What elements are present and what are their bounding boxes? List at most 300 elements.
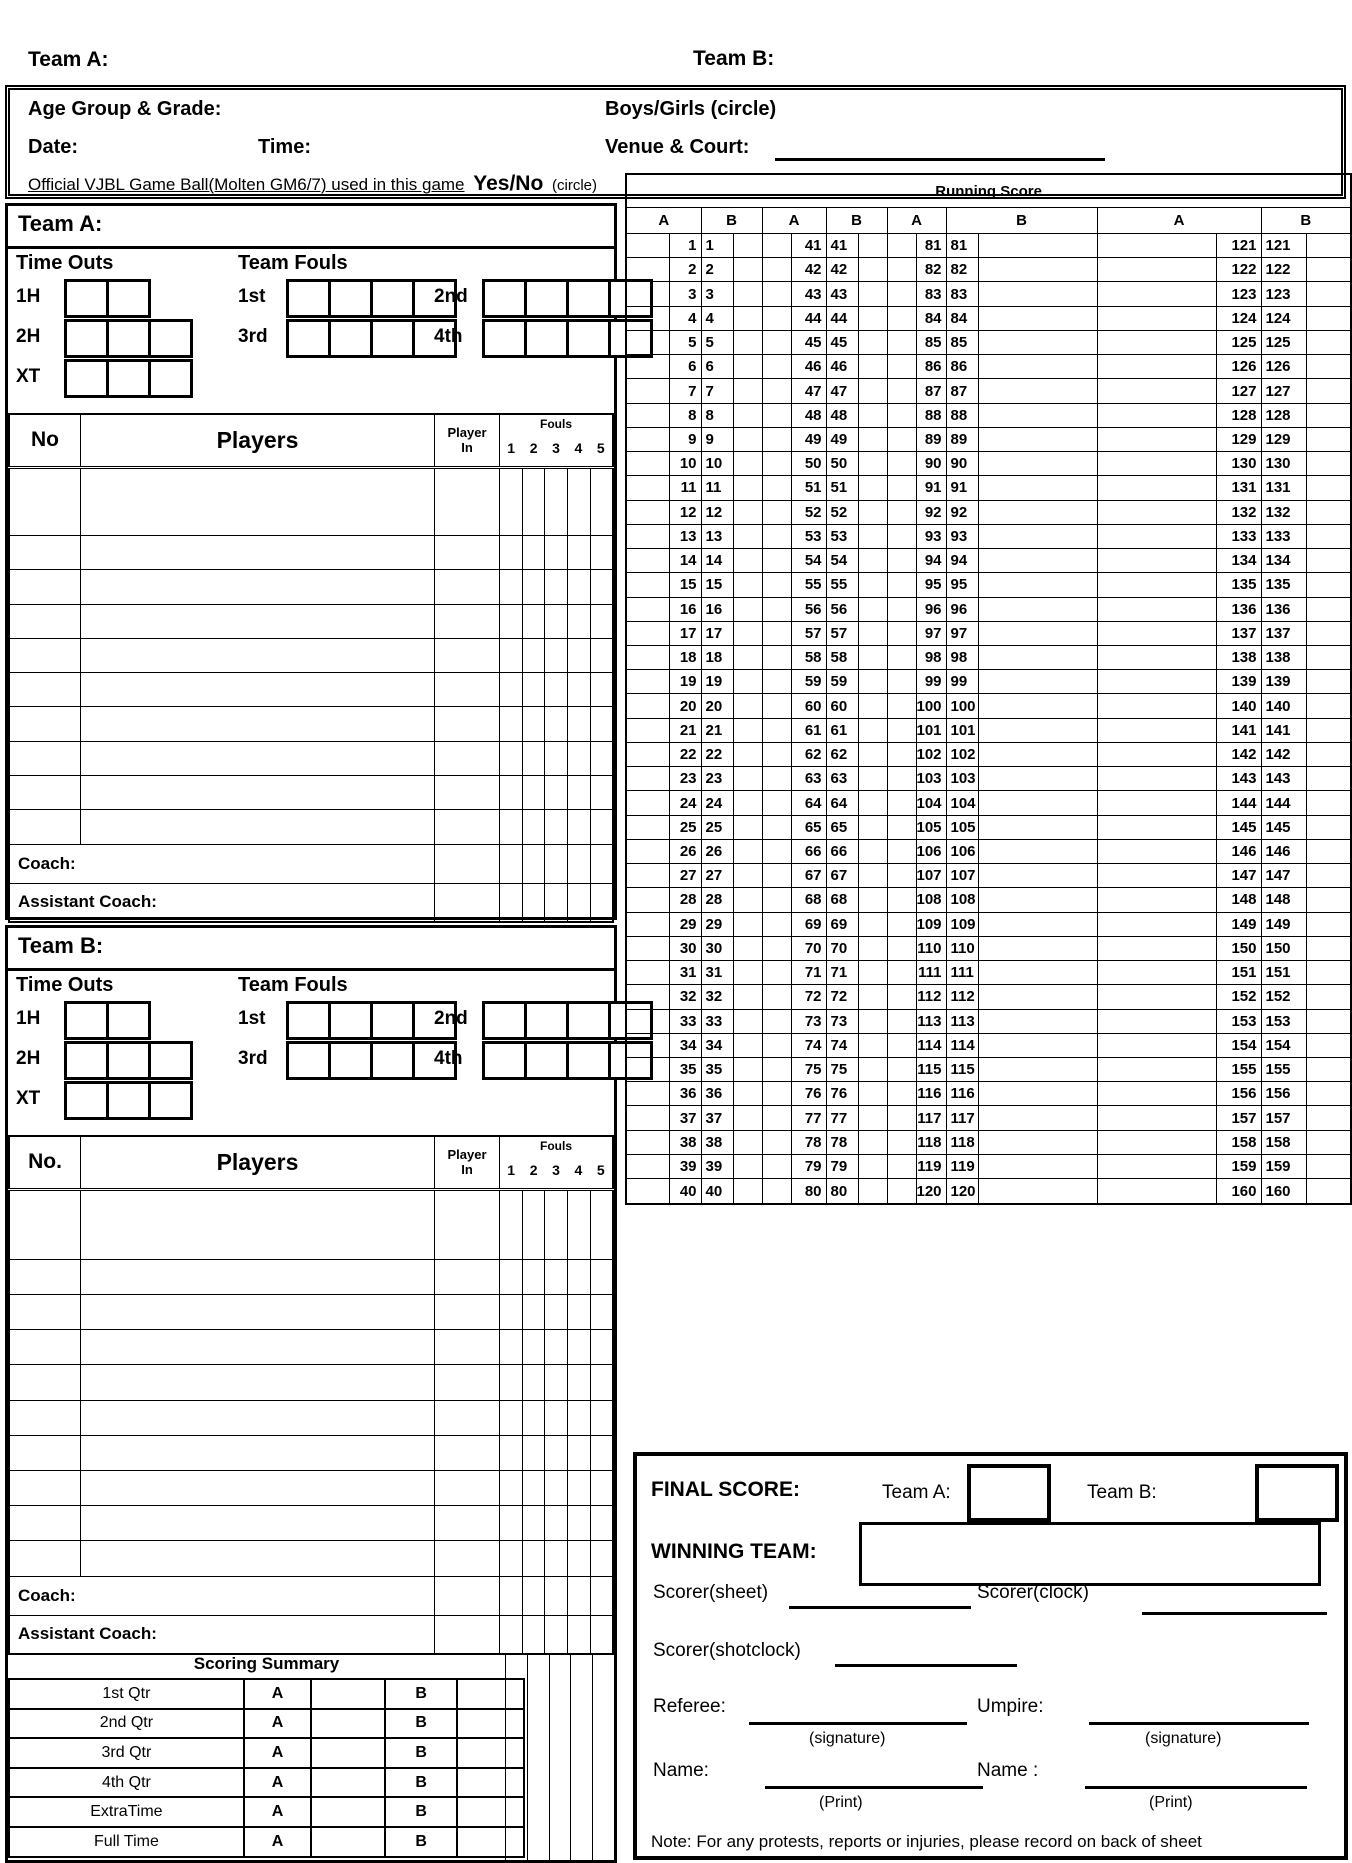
score-write-cell-b[interactable] [733, 961, 762, 985]
foul-cell[interactable] [500, 1400, 523, 1435]
foul-cell[interactable] [568, 1541, 591, 1576]
summary-score-b-cell[interactable] [457, 1797, 524, 1827]
score-write-cell-b[interactable] [858, 549, 887, 573]
tally-box[interactable] [482, 1001, 527, 1040]
score-write-cell-a[interactable] [1097, 476, 1216, 500]
score-write-cell-a[interactable] [626, 864, 669, 888]
score-write-cell-a[interactable] [887, 524, 916, 548]
score-write-cell-b[interactable] [858, 524, 887, 548]
score-write-cell-a[interactable] [887, 985, 916, 1009]
player-in-cell[interactable] [435, 638, 500, 672]
score-write-cell-b[interactable] [733, 573, 762, 597]
foul-cell[interactable] [568, 883, 591, 922]
score-write-cell-a[interactable] [887, 791, 916, 815]
player-in-cell[interactable] [435, 570, 500, 604]
score-write-cell-a[interactable] [626, 500, 669, 524]
score-write-cell-a[interactable] [762, 621, 791, 645]
score-write-cell-a[interactable] [626, 694, 669, 718]
score-write-cell-b[interactable] [858, 1154, 887, 1178]
foul-cell[interactable] [500, 467, 523, 536]
summary-score-a-cell[interactable] [311, 1709, 385, 1739]
tally-box[interactable] [370, 319, 415, 358]
score-write-cell-a[interactable] [762, 1154, 791, 1178]
foul-cell[interactable] [522, 638, 545, 672]
score-write-cell-a[interactable] [887, 936, 916, 960]
tally-box[interactable] [286, 279, 331, 318]
player-name-cell[interactable] [81, 1470, 435, 1505]
foul-cell[interactable] [522, 707, 545, 741]
tally-box[interactable] [328, 319, 373, 358]
foul-cell[interactable] [500, 536, 523, 570]
player-name-cell[interactable] [81, 1400, 435, 1435]
score-write-cell-a[interactable] [1097, 282, 1216, 306]
score-write-cell-a[interactable] [762, 330, 791, 354]
tally-box[interactable] [482, 319, 527, 358]
score-write-cell-a[interactable] [1097, 234, 1216, 258]
foul-cell[interactable] [522, 1541, 545, 1576]
score-write-cell-a[interactable] [626, 549, 669, 573]
score-write-cell-a[interactable] [887, 306, 916, 330]
score-write-cell-a[interactable] [626, 888, 669, 912]
foul-cell[interactable] [568, 673, 591, 707]
score-write-cell-a[interactable] [626, 1057, 669, 1081]
foul-cell[interactable] [568, 1295, 591, 1330]
score-write-cell-b[interactable] [1306, 621, 1351, 645]
score-write-cell-a[interactable] [1097, 1179, 1216, 1204]
score-write-cell-b[interactable] [1306, 791, 1351, 815]
tally-box[interactable] [482, 279, 527, 318]
score-write-cell-a[interactable] [887, 670, 916, 694]
score-write-cell-b[interactable] [858, 1082, 887, 1106]
score-write-cell-b[interactable] [1306, 645, 1351, 669]
score-write-cell-b[interactable] [858, 645, 887, 669]
foul-cell[interactable] [522, 604, 545, 638]
foul-cell[interactable] [522, 1400, 545, 1435]
scorer-clock-input-line[interactable] [1142, 1588, 1327, 1615]
score-write-cell-b[interactable] [978, 1154, 1097, 1178]
foul-cell[interactable] [568, 1576, 591, 1615]
score-write-cell-a[interactable] [762, 985, 791, 1009]
score-write-cell-a[interactable] [626, 718, 669, 742]
score-write-cell-b[interactable] [858, 355, 887, 379]
score-write-cell-b[interactable] [978, 670, 1097, 694]
score-write-cell-a[interactable] [762, 476, 791, 500]
foul-cell[interactable] [590, 604, 613, 638]
score-write-cell-a[interactable] [762, 379, 791, 403]
player-in-cell[interactable] [435, 1400, 500, 1435]
foul-cell[interactable] [568, 1615, 591, 1654]
score-write-cell-a[interactable] [762, 258, 791, 282]
score-write-cell-a[interactable] [626, 476, 669, 500]
player-name-cell[interactable] [81, 707, 435, 741]
foul-cell[interactable] [590, 1330, 613, 1365]
tally-box[interactable] [524, 319, 569, 358]
foul-cell[interactable] [568, 1506, 591, 1541]
score-write-cell-b[interactable] [978, 306, 1097, 330]
player-in-cell[interactable] [435, 1541, 500, 1576]
score-write-cell-a[interactable] [1097, 1130, 1216, 1154]
foul-cell[interactable] [568, 741, 591, 775]
player-number-cell[interactable] [9, 1295, 81, 1330]
tally-box[interactable] [106, 359, 151, 398]
player-number-cell[interactable] [9, 707, 81, 741]
foul-cell[interactable] [590, 1576, 613, 1615]
foul-cell[interactable] [590, 883, 613, 922]
player-name-cell[interactable] [81, 741, 435, 775]
score-write-cell-b[interactable] [858, 282, 887, 306]
foul-cell[interactable] [545, 844, 568, 883]
score-write-cell-a[interactable] [1097, 985, 1216, 1009]
score-write-cell-b[interactable] [1306, 815, 1351, 839]
score-write-cell-b[interactable] [733, 621, 762, 645]
player-name-cell[interactable] [81, 570, 435, 604]
score-write-cell-b[interactable] [858, 936, 887, 960]
foul-cell[interactable] [545, 883, 568, 922]
score-write-cell-b[interactable] [1306, 306, 1351, 330]
score-write-cell-a[interactable] [626, 621, 669, 645]
coach-in-cell[interactable] [435, 883, 500, 922]
score-write-cell-b[interactable] [733, 549, 762, 573]
foul-cell[interactable] [500, 604, 523, 638]
score-write-cell-a[interactable] [1097, 1082, 1216, 1106]
score-write-cell-b[interactable] [733, 815, 762, 839]
player-number-cell[interactable] [9, 810, 81, 844]
foul-cell[interactable] [568, 467, 591, 536]
score-write-cell-a[interactable] [626, 282, 669, 306]
score-write-cell-a[interactable] [762, 1179, 791, 1204]
score-write-cell-a[interactable] [1097, 839, 1216, 863]
foul-cell[interactable] [590, 1295, 613, 1330]
score-write-cell-b[interactable] [733, 379, 762, 403]
score-write-cell-b[interactable] [1306, 694, 1351, 718]
score-write-cell-a[interactable] [887, 355, 916, 379]
score-write-cell-b[interactable] [858, 670, 887, 694]
score-write-cell-b[interactable] [858, 767, 887, 791]
player-in-cell[interactable] [435, 741, 500, 775]
score-write-cell-a[interactable] [626, 258, 669, 282]
player-number-cell[interactable] [9, 1189, 81, 1259]
foul-cell[interactable] [522, 1259, 545, 1294]
score-write-cell-b[interactable] [1306, 1154, 1351, 1178]
score-write-cell-b[interactable] [1306, 452, 1351, 476]
score-write-cell-b[interactable] [858, 888, 887, 912]
score-write-cell-a[interactable] [762, 306, 791, 330]
score-write-cell-a[interactable] [762, 1130, 791, 1154]
score-write-cell-a[interactable] [887, 864, 916, 888]
score-write-cell-a[interactable] [887, 1009, 916, 1033]
score-write-cell-b[interactable] [858, 1057, 887, 1081]
score-write-cell-a[interactable] [887, 573, 916, 597]
score-write-cell-b[interactable] [1306, 403, 1351, 427]
score-write-cell-b[interactable] [978, 330, 1097, 354]
foul-cell[interactable] [568, 604, 591, 638]
score-write-cell-a[interactable] [1097, 1057, 1216, 1081]
score-write-cell-b[interactable] [978, 1106, 1097, 1130]
score-write-cell-a[interactable] [887, 549, 916, 573]
score-write-cell-a[interactable] [1097, 888, 1216, 912]
score-write-cell-a[interactable] [1097, 597, 1216, 621]
player-in-cell[interactable] [435, 1506, 500, 1541]
foul-cell[interactable] [500, 883, 523, 922]
score-write-cell-b[interactable] [978, 742, 1097, 766]
foul-cell[interactable] [545, 1470, 568, 1505]
score-write-cell-b[interactable] [858, 1130, 887, 1154]
score-write-cell-b[interactable] [1306, 379, 1351, 403]
score-write-cell-b[interactable] [1306, 1009, 1351, 1033]
summary-score-a-cell[interactable] [311, 1679, 385, 1709]
score-write-cell-b[interactable] [978, 694, 1097, 718]
score-write-cell-b[interactable] [1306, 718, 1351, 742]
score-write-cell-b[interactable] [733, 864, 762, 888]
foul-cell[interactable] [545, 775, 568, 809]
score-write-cell-b[interactable] [978, 379, 1097, 403]
foul-cell[interactable] [590, 707, 613, 741]
foul-cell[interactable] [500, 1615, 523, 1654]
score-write-cell-a[interactable] [887, 476, 916, 500]
foul-cell[interactable] [500, 707, 523, 741]
summary-score-b-cell[interactable] [457, 1679, 524, 1709]
score-write-cell-b[interactable] [733, 234, 762, 258]
score-write-cell-b[interactable] [733, 742, 762, 766]
score-write-cell-a[interactable] [626, 1033, 669, 1057]
score-write-cell-a[interactable] [887, 1033, 916, 1057]
player-in-cell[interactable] [435, 1295, 500, 1330]
score-write-cell-a[interactable] [887, 621, 916, 645]
score-write-cell-b[interactable] [733, 282, 762, 306]
player-name-cell[interactable] [81, 604, 435, 638]
score-write-cell-a[interactable] [1097, 791, 1216, 815]
player-name-cell[interactable] [81, 467, 435, 536]
score-write-cell-b[interactable] [978, 1130, 1097, 1154]
score-write-cell-b[interactable] [858, 1106, 887, 1130]
foul-cell[interactable] [500, 741, 523, 775]
foul-cell[interactable] [522, 1365, 545, 1400]
player-in-cell[interactable] [435, 536, 500, 570]
score-write-cell-b[interactable] [858, 1009, 887, 1033]
score-write-cell-b[interactable] [733, 1009, 762, 1033]
foul-cell[interactable] [545, 1435, 568, 1470]
score-write-cell-a[interactable] [762, 1057, 791, 1081]
player-number-cell[interactable] [9, 604, 81, 638]
tally-box[interactable] [286, 1001, 331, 1040]
player-in-cell[interactable] [435, 604, 500, 638]
score-write-cell-b[interactable] [858, 403, 887, 427]
foul-cell[interactable] [590, 741, 613, 775]
player-name-cell[interactable] [81, 1295, 435, 1330]
tally-box[interactable] [286, 319, 331, 358]
score-write-cell-a[interactable] [762, 1082, 791, 1106]
player-number-cell[interactable] [9, 536, 81, 570]
foul-cell[interactable] [500, 570, 523, 604]
foul-cell[interactable] [590, 1400, 613, 1435]
foul-cell[interactable] [545, 810, 568, 844]
foul-cell[interactable] [522, 467, 545, 536]
score-write-cell-a[interactable] [762, 1033, 791, 1057]
foul-cell[interactable] [568, 570, 591, 604]
score-write-cell-b[interactable] [733, 694, 762, 718]
score-write-cell-a[interactable] [887, 500, 916, 524]
foul-cell[interactable] [545, 707, 568, 741]
score-write-cell-b[interactable] [733, 427, 762, 451]
score-write-cell-a[interactable] [626, 234, 669, 258]
tally-box[interactable] [64, 279, 109, 318]
score-write-cell-a[interactable] [626, 912, 669, 936]
score-write-cell-a[interactable] [762, 403, 791, 427]
score-write-cell-b[interactable] [978, 645, 1097, 669]
score-write-cell-a[interactable] [887, 1179, 916, 1204]
tally-box[interactable] [566, 319, 611, 358]
player-in-cell[interactable] [435, 1189, 500, 1259]
scorer-sheet-input-line[interactable] [789, 1582, 971, 1609]
score-write-cell-a[interactable] [1097, 452, 1216, 476]
tally-box[interactable] [566, 1041, 611, 1080]
score-write-cell-b[interactable] [733, 597, 762, 621]
foul-cell[interactable] [568, 1435, 591, 1470]
foul-cell[interactable] [568, 1470, 591, 1505]
score-write-cell-a[interactable] [762, 888, 791, 912]
score-write-cell-b[interactable] [1306, 1033, 1351, 1057]
foul-cell[interactable] [500, 810, 523, 844]
score-write-cell-a[interactable] [626, 791, 669, 815]
score-write-cell-a[interactable] [1097, 330, 1216, 354]
foul-cell[interactable] [500, 775, 523, 809]
team-a-score-box[interactable] [967, 1464, 1051, 1522]
score-write-cell-a[interactable] [762, 912, 791, 936]
score-write-cell-a[interactable] [762, 597, 791, 621]
score-write-cell-a[interactable] [626, 1009, 669, 1033]
foul-cell[interactable] [545, 1615, 568, 1654]
tally-box[interactable] [148, 1081, 193, 1120]
score-write-cell-b[interactable] [858, 427, 887, 451]
foul-cell[interactable] [522, 883, 545, 922]
score-write-cell-a[interactable] [762, 767, 791, 791]
score-write-cell-a[interactable] [1097, 549, 1216, 573]
score-write-cell-b[interactable] [733, 645, 762, 669]
score-write-cell-a[interactable] [887, 815, 916, 839]
player-number-cell[interactable] [9, 1330, 81, 1365]
score-write-cell-b[interactable] [733, 888, 762, 912]
score-write-cell-a[interactable] [887, 1154, 916, 1178]
score-write-cell-b[interactable] [978, 864, 1097, 888]
score-write-cell-b[interactable] [978, 1179, 1097, 1204]
score-write-cell-b[interactable] [733, 500, 762, 524]
score-write-cell-b[interactable] [1306, 936, 1351, 960]
score-write-cell-a[interactable] [1097, 1106, 1216, 1130]
score-write-cell-a[interactable] [626, 839, 669, 863]
score-write-cell-b[interactable] [978, 767, 1097, 791]
foul-cell[interactable] [590, 1506, 613, 1541]
score-write-cell-b[interactable] [858, 306, 887, 330]
tally-box[interactable] [524, 1041, 569, 1080]
score-write-cell-a[interactable] [762, 864, 791, 888]
player-number-cell[interactable] [9, 673, 81, 707]
score-write-cell-b[interactable] [858, 500, 887, 524]
score-write-cell-a[interactable] [887, 961, 916, 985]
score-write-cell-b[interactable] [1306, 888, 1351, 912]
foul-cell[interactable] [500, 638, 523, 672]
foul-cell[interactable] [545, 1295, 568, 1330]
coach-in-cell[interactable] [435, 1615, 500, 1654]
score-write-cell-a[interactable] [887, 282, 916, 306]
player-name-cell[interactable] [81, 810, 435, 844]
score-write-cell-b[interactable] [978, 452, 1097, 476]
tally-box[interactable] [106, 1041, 151, 1080]
score-write-cell-a[interactable] [1097, 694, 1216, 718]
score-write-cell-a[interactable] [762, 524, 791, 548]
score-write-cell-a[interactable] [626, 524, 669, 548]
score-write-cell-a[interactable] [887, 403, 916, 427]
score-write-cell-b[interactable] [978, 549, 1097, 573]
score-write-cell-a[interactable] [762, 573, 791, 597]
score-write-cell-b[interactable] [978, 573, 1097, 597]
score-write-cell-a[interactable] [626, 597, 669, 621]
score-write-cell-a[interactable] [887, 694, 916, 718]
score-write-cell-b[interactable] [978, 476, 1097, 500]
foul-cell[interactable] [590, 1365, 613, 1400]
tally-box[interactable] [370, 279, 415, 318]
score-write-cell-a[interactable] [762, 1009, 791, 1033]
score-write-cell-b[interactable] [858, 1179, 887, 1204]
foul-cell[interactable] [522, 1470, 545, 1505]
score-write-cell-b[interactable] [858, 452, 887, 476]
referee-signature-line[interactable] [749, 1698, 967, 1725]
player-number-cell[interactable] [9, 1470, 81, 1505]
foul-cell[interactable] [545, 673, 568, 707]
player-name-cell[interactable] [81, 1189, 435, 1259]
player-in-cell[interactable] [435, 1330, 500, 1365]
tally-box[interactable] [566, 1001, 611, 1040]
score-write-cell-b[interactable] [733, 1130, 762, 1154]
foul-cell[interactable] [590, 570, 613, 604]
foul-cell[interactable] [522, 1435, 545, 1470]
score-write-cell-b[interactable] [733, 1033, 762, 1057]
foul-cell[interactable] [522, 1576, 545, 1615]
coach-in-cell[interactable] [435, 844, 500, 883]
score-write-cell-b[interactable] [1306, 961, 1351, 985]
foul-cell[interactable] [500, 844, 523, 883]
player-number-cell[interactable] [9, 1506, 81, 1541]
foul-cell[interactable] [522, 1615, 545, 1654]
score-write-cell-a[interactable] [1097, 500, 1216, 524]
score-write-cell-b[interactable] [858, 961, 887, 985]
score-write-cell-a[interactable] [1097, 912, 1216, 936]
foul-cell[interactable] [522, 1506, 545, 1541]
player-name-cell[interactable] [81, 536, 435, 570]
foul-cell[interactable] [568, 638, 591, 672]
score-write-cell-b[interactable] [858, 330, 887, 354]
score-write-cell-b[interactable] [1306, 670, 1351, 694]
foul-cell[interactable] [590, 638, 613, 672]
score-write-cell-a[interactable] [762, 549, 791, 573]
score-write-cell-b[interactable] [978, 1057, 1097, 1081]
foul-cell[interactable] [590, 536, 613, 570]
player-in-cell[interactable] [435, 810, 500, 844]
score-write-cell-a[interactable] [762, 839, 791, 863]
foul-cell[interactable] [590, 1189, 613, 1259]
score-write-cell-b[interactable] [1306, 355, 1351, 379]
player-name-cell[interactable] [81, 673, 435, 707]
foul-cell[interactable] [522, 1295, 545, 1330]
score-write-cell-b[interactable] [1306, 282, 1351, 306]
score-write-cell-a[interactable] [887, 1082, 916, 1106]
tally-box[interactable] [106, 279, 151, 318]
foul-cell[interactable] [500, 673, 523, 707]
foul-cell[interactable] [522, 844, 545, 883]
score-write-cell-a[interactable] [887, 767, 916, 791]
score-write-cell-a[interactable] [626, 742, 669, 766]
score-write-cell-b[interactable] [1306, 597, 1351, 621]
player-number-cell[interactable] [9, 741, 81, 775]
